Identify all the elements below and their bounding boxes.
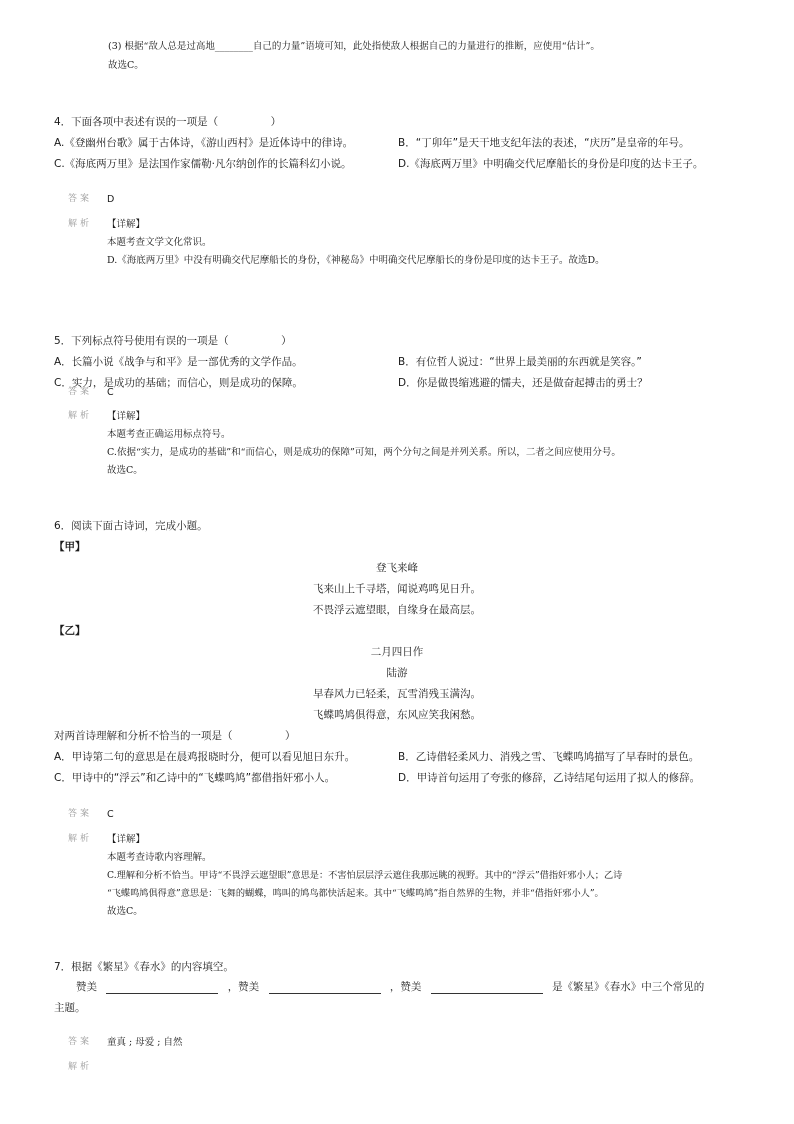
q5-answer-label: 答案 xyxy=(68,387,93,397)
q7-praise-3: ，赞美 xyxy=(389,981,422,993)
q7-praise-2: ，赞美 xyxy=(227,981,260,993)
poem2-line2: 飞蝶鸣鸠俱得意，东风应笑我闲愁。 xyxy=(313,709,481,721)
q5-option-d: D．你是做畏缩逃避的懦夫，还是做奋起搏击的勇士？ xyxy=(398,377,648,389)
q5-analysis-line1: 本题考查正确运用标点符号。 xyxy=(107,429,231,440)
q6-answer-label: 答案 xyxy=(68,809,93,819)
q4-detail-heading: 【详解】 xyxy=(107,219,146,230)
q6-jia-marker: 【甲】 xyxy=(54,541,86,553)
q6-yi-marker: 【乙】 xyxy=(54,625,86,637)
q6-option-a: A．甲诗第二句的意思是在晨鸡报晓时分，便可以看见旭日东升。 xyxy=(54,751,356,763)
q5-analysis-line2: C.依据“实力，是成功的基础”和“而信心，则是成功的保障”可知，两个分句之间是并列关系。所以，二者之间应使用分号。 xyxy=(107,447,621,458)
q5-stem: 5．下列标点符号使用有误的一项是（ ） xyxy=(54,335,292,347)
poem2-title: 二月四日作 xyxy=(370,646,424,658)
q4-analysis-line2: D.《海底两万里》中没有明确交代尼摩船长的身份，《神秘岛》中明确交代尼摩船长的身份是印度的达卡王子。故选D。 xyxy=(107,255,605,266)
q4-answer-label: 答案 xyxy=(68,194,93,204)
q4-option-d: D.《海底两万里》中明确交代尼摩船长的身份是印度的达卡王子。 xyxy=(398,158,704,170)
q5-option-b: B．有位哲人说过：“世界上最美丽的东西就是笑容。” xyxy=(398,356,642,368)
q4-stem: 4．下面各项中表述有误的一项是（ ） xyxy=(54,116,282,128)
q4-option-b: B．“丁卯年”是天干地支纪年法的表述，“庆历”是皇帝的年号。 xyxy=(398,137,690,149)
q7-praise-1: 赞美 xyxy=(76,981,97,993)
prev-answer-line2: 故选C。 xyxy=(108,60,144,71)
poem1-line1: 飞来山上千寻塔，闻说鸡鸣见日升。 xyxy=(313,583,481,595)
q7-blank-3[interactable] xyxy=(431,993,543,994)
q5-analysis-label: 解析 xyxy=(68,411,93,421)
prev-answer-line1: (3) 根据“敌人总是过高地________自己的力量”语境可知，此处指使敌人根据自己的力量进行的推断，应使用“估计”。 xyxy=(108,41,600,52)
q7-blank-2[interactable] xyxy=(269,993,381,994)
q7-stem: 7．根据《繁星》《春水》的内容填空。 xyxy=(54,961,234,973)
q7-fill-line xyxy=(76,980,704,994)
q4-option-a: A.《登幽州台歌》属于古体诗，《游山西村》是近体诗中的律诗。 xyxy=(54,137,354,149)
poem1-title: 登飞来峰 xyxy=(376,562,418,574)
q6-analysis-line1: 本题考查诗歌内容理解。 xyxy=(107,852,212,863)
q6-stem: 6．阅读下面古诗词，完成小题。 xyxy=(54,520,208,532)
q5-detail-heading: 【详解】 xyxy=(107,411,146,422)
q7-analysis-label: 解析 xyxy=(68,1062,93,1072)
q7-answer-label: 答案 xyxy=(68,1037,93,1047)
q6-detail-heading: 【详解】 xyxy=(107,834,146,845)
poem2-line1: 早春风力已轻柔，瓦雪消残玉满沟。 xyxy=(313,688,481,700)
q5-analysis-line3: 故选C。 xyxy=(107,465,143,476)
q7-answer: 童真 ; 母爱 ; 自然 xyxy=(107,1037,183,1048)
q6-option-c: C．甲诗中的“浮云”和乙诗中的“飞蝶鸣鸠”都借指奸邪小人。 xyxy=(54,772,336,784)
q4-analysis-label: 解析 xyxy=(68,219,93,229)
poem1-line2: 不畏浮云遮望眼，自缘身在最高层。 xyxy=(313,604,481,616)
q6-sub-stem: 对两首诗理解和分析不恰当的一项是（ ） xyxy=(54,730,296,742)
q7-tail: 是《繁星》《春水》中三个常见的 xyxy=(552,981,705,993)
q6-option-d: D．甲诗首句运用了夸张的修辞，乙诗结尾句运用了拟人的修辞。 xyxy=(398,772,701,784)
q5-option-a: A．长篇小说《战争与和平》是一部优秀的文学作品。 xyxy=(54,356,303,368)
q6-analysis-label: 解析 xyxy=(68,834,93,844)
q4-option-c: C.《海底两万里》是法国作家儒勒·凡尔纳创作的长篇科幻小说。 xyxy=(54,158,352,170)
q6-option-b: B．乙诗借轻柔风力、消残之雪、飞蝶鸣鸠描写了早春时的景色。 xyxy=(398,751,700,763)
q5-option-c: C．实力，是成功的基础；而信心，则是成功的保障。 xyxy=(54,377,303,389)
q6-answer: C xyxy=(107,809,114,820)
q5-answer: C xyxy=(107,387,114,398)
q6-analysis-line3: “飞蝶鸣鸠俱得意”意思是：飞舞的蝴蝶，鸣叫的鸠鸟都快活起来。其中“飞蝶鸣鸠”指自然界的生物，并非“借指奸邪小人”。 xyxy=(107,888,604,899)
q6-analysis-line2: C.理解和分析不恰当。甲诗“不畏浮云遮望眼”意思是：不害怕层层浮云遮住我那远眺的视野。其中的“浮云”借指奸邪小人；乙诗 xyxy=(107,870,623,881)
q6-analysis-line4: 故选C。 xyxy=(107,906,143,917)
poem2-author: 陆游 xyxy=(386,667,408,679)
q4-answer: D xyxy=(107,194,115,205)
q7-blank-1[interactable] xyxy=(106,993,218,994)
q7-tail-2: 主题。 xyxy=(54,1002,86,1014)
q4-analysis-line1: 本题考查文学文化常识。 xyxy=(107,237,212,248)
